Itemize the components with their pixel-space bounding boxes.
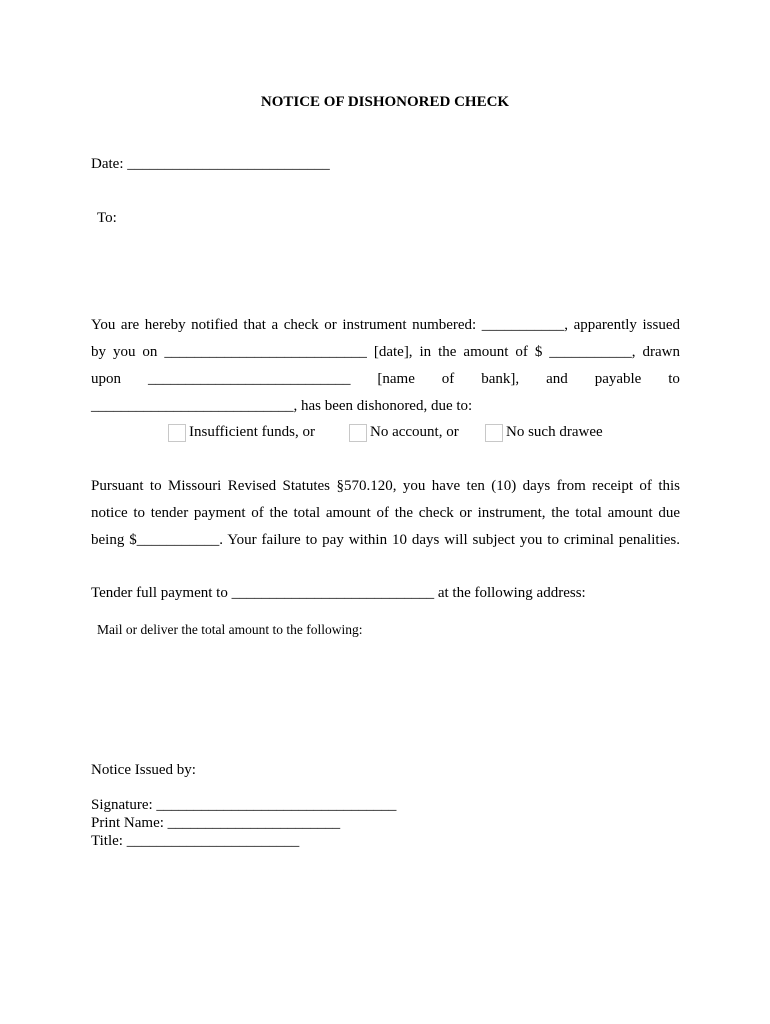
date-field[interactable]: Date: ___________________________	[91, 156, 330, 172]
signature-field[interactable]: Signature: ________________________________	[91, 797, 397, 813]
insufficient-funds-label: Insufficient funds, or	[189, 424, 315, 440]
para1-line2: by you on ___________________________ [date], in the amount of $ ___________, drawn	[91, 344, 680, 360]
title-field[interactable]: Title: _______________________	[91, 833, 300, 849]
word-name: [name	[377, 371, 415, 387]
document-title: NOTICE OF DISHONORED CHECK	[260, 94, 510, 110]
word-bank: bank],	[481, 371, 520, 387]
bank-name-blank[interactable]: ___________________________	[147, 371, 351, 387]
word-and: and	[546, 371, 568, 387]
para1-line3	[91, 371, 680, 388]
para2-line1: Pursuant to Missouri Revised Statutes §570.120, you have ten (10) days from receipt of this	[91, 478, 680, 494]
para1-line1: You are hereby notified that a check or instrument numbered: ___________, apparently issued	[91, 317, 680, 333]
word-payable: payable	[594, 371, 642, 387]
word-upon: upon	[91, 371, 121, 387]
insufficient-funds-checkbox[interactable]	[168, 424, 186, 442]
para1-line4: ___________________________, has been dishonored, due to:	[91, 398, 473, 414]
print-name-field[interactable]: Print Name: _______________________	[91, 815, 341, 831]
notice-issued-by-label: Notice Issued by:	[91, 762, 196, 778]
no-account-label: No account, or	[370, 424, 459, 440]
no-such-drawee-label: No such drawee	[506, 424, 603, 440]
word-to: to	[668, 371, 680, 387]
no-such-drawee-checkbox[interactable]	[485, 424, 503, 442]
no-account-checkbox[interactable]	[349, 424, 367, 442]
para2-line2: notice to tender payment of the total amount of the check or instrument, the total amount due	[91, 505, 680, 521]
tender-payment-line[interactable]: Tender full payment to ___________________________ at the following address:	[91, 585, 586, 601]
to-label: To:	[97, 210, 117, 226]
word-of: of	[441, 371, 455, 387]
mail-instructions: Mail or deliver the total amount to the following:	[97, 622, 363, 637]
para2-line3: being $___________. Your failure to pay within 10 days will subject you to criminal penalities.	[91, 532, 680, 548]
